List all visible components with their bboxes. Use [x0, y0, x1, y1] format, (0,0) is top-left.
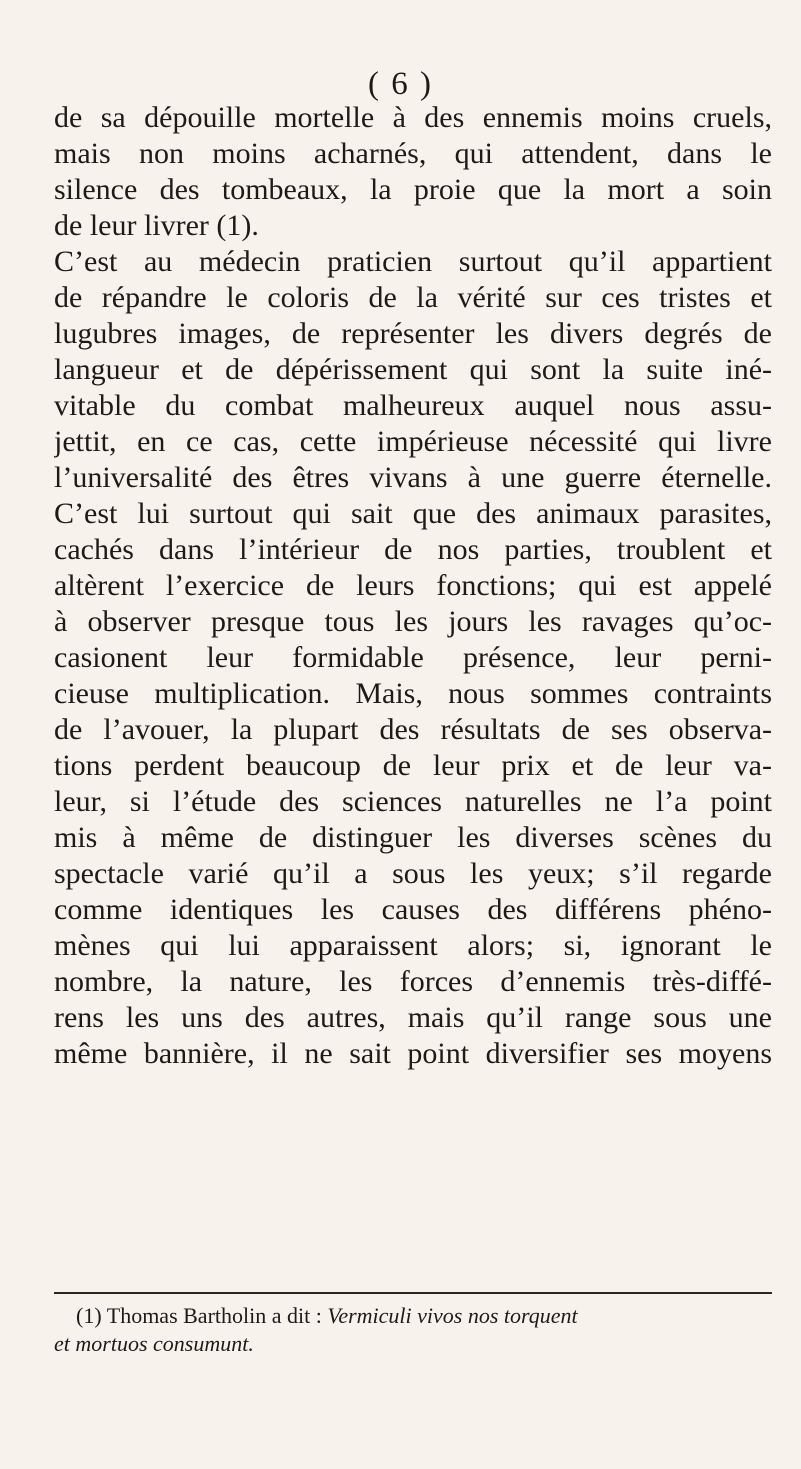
text-line: cieuse multiplication. Mais, nous sommes contraints [54, 677, 772, 710]
page-number: ( 6 ) [368, 66, 433, 102]
text-line: l’universalité des êtres vivans à une guerre éternelle. [54, 461, 772, 494]
text-line: mis à même de distinguer les diverses scènes du [54, 821, 772, 854]
text-line: tions perdent beaucoup de leur prix et de leur va- [54, 749, 772, 782]
text-line: mais non moins acharnés, qui attendent, dans le [54, 137, 772, 170]
body-text [54, 100, 772, 1072]
footnote [54, 1302, 772, 1358]
text-line: vitable du combat malheureux auquel nous assu- [54, 389, 772, 422]
footnote-line [54, 1302, 772, 1330]
text-line: cachés dans l’intérieur de nos parties, troublent et [54, 533, 772, 566]
text-line: C’est au médecin praticien surtout qu’il appartient [54, 245, 772, 278]
footnote-divider [54, 1292, 772, 1294]
text-line: mènes qui lui apparaissent alors; si, ignorant le [54, 929, 772, 962]
footnote-quote: Vermiculi vivos nos torquent [327, 1303, 578, 1328]
text-line: comme identiques les causes des différens phéno- [54, 893, 772, 926]
text-line: de répandre le coloris de la vérité sur ces tristes et [54, 281, 772, 314]
footnote-text: (1) Thomas Bartholin a dit : [76, 1303, 328, 1328]
footnote-quote-continued: et mortuos consumunt. [54, 1331, 254, 1356]
text-line: leur, si l’étude des sciences naturelles ne l’a point [54, 785, 772, 818]
text-line: de leur livrer (1). [54, 209, 259, 242]
text-line: lugubres images, de représenter les divers degrés de [54, 317, 772, 350]
text-line: altèrent l’exercice de leurs fonctions; qui est appelé [54, 569, 772, 602]
text-line: nombre, la nature, les forces d’ennemis très-diffé- [54, 965, 772, 998]
text-line: spectacle varié qu’il a sous les yeux; s’il regarde [54, 857, 772, 890]
text-line: jettit, en ce cas, cette impérieuse nécessité qui livre [54, 425, 772, 458]
text-line: même bannière, il ne sait point diversifier ses moyens [54, 1037, 772, 1070]
text-line: casionent leur formidable présence, leur perni- [54, 641, 772, 674]
text-line: à observer presque tous les jours les ravages qu’oc- [54, 605, 772, 638]
text-line: silence des tombeaux, la proie que la mort a soin [54, 173, 772, 206]
text-line: de l’avouer, la plupart des résultats de ses observa- [54, 713, 772, 746]
text-line: de sa dépouille mortelle à des ennemis moins cruels, [54, 101, 772, 134]
text-line: rens les uns des autres, mais qu’il range sous une [54, 1001, 772, 1034]
text-line: langueur et de dépérissement qui sont la suite iné- [54, 353, 772, 386]
text-line: C’est lui surtout qui sait que des animaux parasites, [54, 497, 772, 530]
